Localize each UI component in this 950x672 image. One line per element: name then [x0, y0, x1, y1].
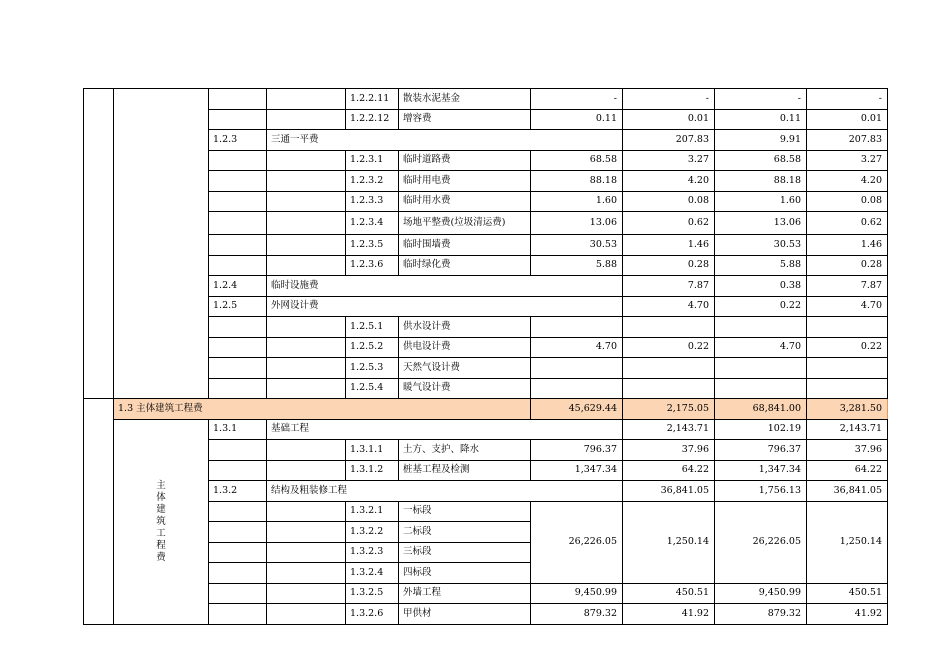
value-cell-4: 0.62 — [807, 212, 888, 235]
sub-item-code: 1.3.2.2 — [346, 522, 399, 543]
item-name: 临时设施费 — [267, 276, 623, 297]
value-cell-1: 1,347.34 — [531, 460, 623, 481]
blank-cell — [267, 89, 346, 110]
sub-item-name: 外墙工程 — [399, 583, 531, 604]
value-cell-2: 9.91 — [715, 130, 807, 151]
value-cell-1: 36,841.05 — [623, 481, 715, 502]
sub-item-code: 1.2.3.2 — [346, 171, 399, 192]
sub-item-code: 1.2.3.4 — [346, 212, 399, 235]
item-name: 三通一平费 — [267, 130, 623, 151]
sub-item-code: 1.2.2.12 — [346, 109, 399, 130]
value-cell-1: 30.53 — [531, 235, 623, 256]
sub-item-code: 1.3.2.6 — [346, 604, 399, 625]
outer-margin-cell — [84, 399, 114, 625]
value-cell-1: 207.83 — [623, 130, 715, 151]
blank-cell — [209, 317, 267, 338]
sub-item-name: 临时道路费 — [399, 150, 531, 171]
value-cell-2: 41.92 — [623, 604, 715, 625]
value-cell-2: 0.01 — [623, 109, 715, 130]
blank-cell — [267, 150, 346, 171]
item-code: 1.2.3 — [209, 130, 267, 151]
value-cell-3: 1,347.34 — [715, 460, 807, 481]
blank-cell — [267, 171, 346, 192]
value-cell-3: 207.83 — [807, 130, 888, 151]
sub-item-code: 1.3.1.2 — [346, 460, 399, 481]
value-cell-1: 68.58 — [531, 150, 623, 171]
section-value-2: 2,175.05 — [623, 399, 715, 420]
blank-cell — [267, 358, 346, 379]
blank-cell — [267, 255, 346, 276]
item-code: 1.2.5 — [209, 296, 267, 317]
value-cell-3 — [715, 378, 807, 399]
value-cell-2: 0.62 — [623, 212, 715, 235]
value-cell-1: 88.18 — [531, 171, 623, 192]
value-cell-2: 0.22 — [715, 296, 807, 317]
item-name: 外网设计费 — [267, 296, 623, 317]
value-cell-3: 68.58 — [715, 150, 807, 171]
sub-item-name: 增容费 — [399, 109, 531, 130]
value-cell-4 — [807, 358, 888, 379]
section-header-row — [84, 399, 888, 420]
item-name: 基础工程 — [267, 419, 623, 440]
value-cell-3: 1.60 — [715, 191, 807, 212]
value-cell-2: 64.22 — [623, 460, 715, 481]
item-code: 1.2.4 — [209, 276, 267, 297]
value-cell-2: 1.46 — [623, 235, 715, 256]
value-cell-3: 4.70 — [807, 296, 888, 317]
sub-item-name: 二标段 — [399, 522, 531, 543]
value-cell-4: 0.08 — [807, 191, 888, 212]
value-cell-4: 0.22 — [807, 337, 888, 358]
value-cell-1 — [531, 358, 623, 379]
blank-cell — [209, 460, 267, 481]
value-cell-3 — [715, 358, 807, 379]
blank-cell — [209, 212, 267, 235]
value-cell-1: 1.60 — [531, 191, 623, 212]
value-cell-1: 7.87 — [623, 276, 715, 297]
value-cell-4 — [807, 317, 888, 338]
blank-cell — [209, 235, 267, 256]
value-cell-1: 2,143.71 — [623, 419, 715, 440]
value-cell-1: 4.70 — [531, 337, 623, 358]
blank-cell — [209, 171, 267, 192]
blank-cell — [267, 501, 346, 522]
section-title: 1.3 主体建筑工程费 — [114, 399, 531, 420]
value-cell-3: 13.06 — [715, 212, 807, 235]
value-cell-2: 0.08 — [623, 191, 715, 212]
section-value-1: 45,629.44 — [531, 399, 623, 420]
blank-cell — [209, 542, 267, 563]
sub-item-code: 1.3.2.1 — [346, 501, 399, 522]
sub-item-name: 土方、支护、降水 — [399, 440, 531, 461]
category-cell-empty — [114, 89, 209, 399]
blank-cell — [267, 337, 346, 358]
blank-cell — [209, 358, 267, 379]
blank-cell — [267, 542, 346, 563]
sub-item-code: 1.3.2.4 — [346, 563, 399, 584]
table-row — [84, 419, 888, 440]
blank-cell — [209, 150, 267, 171]
value-cell-3 — [715, 317, 807, 338]
value-cell-4: 4.20 — [807, 171, 888, 192]
item-name: 结构及粗装修工程 — [267, 481, 623, 502]
blank-cell — [209, 337, 267, 358]
value-cell-1: 5.88 — [531, 255, 623, 276]
value-cell-3: 9,450.99 — [715, 583, 807, 604]
value-cell-3: 30.53 — [715, 235, 807, 256]
value-cell-4: 0.28 — [807, 255, 888, 276]
value-cell-2: 1,756.13 — [715, 481, 807, 502]
blank-cell — [267, 583, 346, 604]
sub-item-name: 临时用水费 — [399, 191, 531, 212]
value-cell-1: - — [531, 89, 623, 110]
value-cell-3: - — [715, 89, 807, 110]
sub-item-name: 暖气设计费 — [399, 378, 531, 399]
blank-cell — [267, 522, 346, 543]
value-cell-2: 4.20 — [623, 171, 715, 192]
value-cell-3: 0.11 — [715, 109, 807, 130]
value-cell-3: 88.18 — [715, 171, 807, 192]
sub-item-name: 供水设计费 — [399, 317, 531, 338]
value-cell-4: 37.96 — [807, 440, 888, 461]
value-cell-4: 0.01 — [807, 109, 888, 130]
value-cell-2 — [623, 317, 715, 338]
blank-cell — [267, 109, 346, 130]
section-value-3: 68,841.00 — [715, 399, 807, 420]
blank-cell — [209, 255, 267, 276]
blank-cell — [209, 604, 267, 625]
blank-cell — [209, 109, 267, 130]
sub-item-name: 临时用电费 — [399, 171, 531, 192]
value-cell-1: 4.70 — [623, 296, 715, 317]
value-cell-2: 37.96 — [623, 440, 715, 461]
value-cell-4: 450.51 — [807, 583, 888, 604]
sub-item-code: 1.2.5.1 — [346, 317, 399, 338]
blank-cell — [209, 501, 267, 522]
value-cell-2: 102.19 — [715, 419, 807, 440]
value-cell-1: 879.32 — [531, 604, 623, 625]
value-cell-2: 0.28 — [623, 255, 715, 276]
value-cell-2: 0.38 — [715, 276, 807, 297]
merged-value-cell-3: 26,226.05 — [715, 501, 807, 583]
category-label: 主体建筑工程费 — [156, 479, 166, 563]
sub-item-code: 1.2.3.1 — [346, 150, 399, 171]
sub-item-code: 1.2.3.6 — [346, 255, 399, 276]
sub-item-code: 1.3.1.1 — [346, 440, 399, 461]
value-cell-4: 1.46 — [807, 235, 888, 256]
value-cell-1 — [531, 317, 623, 338]
blank-cell — [267, 191, 346, 212]
value-cell-3: 7.87 — [807, 276, 888, 297]
sub-item-name: 桩基工程及检测 — [399, 460, 531, 481]
value-cell-3: 2,143.71 — [807, 419, 888, 440]
blank-cell — [267, 604, 346, 625]
sub-item-code: 1.2.5.3 — [346, 358, 399, 379]
sub-item-name: 供电设计费 — [399, 337, 531, 358]
blank-cell — [209, 522, 267, 543]
blank-cell — [209, 89, 267, 110]
value-cell-4 — [807, 378, 888, 399]
value-cell-3: 879.32 — [715, 604, 807, 625]
value-cell-2: 0.22 — [623, 337, 715, 358]
merged-value-cell-1: 26,226.05 — [531, 501, 623, 583]
value-cell-3: 796.37 — [715, 440, 807, 461]
value-cell-4: 41.92 — [807, 604, 888, 625]
value-cell-2: 450.51 — [623, 583, 715, 604]
blank-cell — [267, 378, 346, 399]
sub-item-name: 场地平整费(垃圾清运费) — [399, 212, 531, 235]
blank-cell — [209, 440, 267, 461]
sub-item-name: 天然气设计费 — [399, 358, 531, 379]
blank-cell — [267, 460, 346, 481]
value-cell-1: 13.06 — [531, 212, 623, 235]
category-label-cell — [114, 419, 209, 624]
value-cell-1: 0.11 — [531, 109, 623, 130]
sub-item-code: 1.3.2.5 — [346, 583, 399, 604]
cost-table — [83, 88, 888, 625]
blank-cell — [209, 378, 267, 399]
value-cell-1 — [531, 378, 623, 399]
value-cell-4: 64.22 — [807, 460, 888, 481]
value-cell-3: 4.70 — [715, 337, 807, 358]
value-cell-3: 36,841.05 — [807, 481, 888, 502]
merged-value-cell-2: 1,250.14 — [623, 501, 715, 583]
sub-item-name: 临时绿化费 — [399, 255, 531, 276]
sub-item-name: 三标段 — [399, 542, 531, 563]
blank-cell — [267, 440, 346, 461]
outer-margin-cell — [84, 89, 114, 399]
sub-item-name: 一标段 — [399, 501, 531, 522]
value-cell-1: 9,450.99 — [531, 583, 623, 604]
value-cell-4: 3.27 — [807, 150, 888, 171]
value-cell-3: 5.88 — [715, 255, 807, 276]
cost-sheet — [83, 88, 882, 625]
sub-item-code: 1.2.3.3 — [346, 191, 399, 212]
value-cell-2: 3.27 — [623, 150, 715, 171]
sub-item-name: 四标段 — [399, 563, 531, 584]
blank-cell — [209, 563, 267, 584]
value-cell-4: - — [807, 89, 888, 110]
section-value-4: 3,281.50 — [807, 399, 888, 420]
sub-item-code: 1.3.2.3 — [346, 542, 399, 563]
blank-cell — [267, 212, 346, 235]
merged-value-cell-4: 1,250.14 — [807, 501, 888, 583]
sub-item-code: 1.2.5.2 — [346, 337, 399, 358]
value-cell-2 — [623, 378, 715, 399]
blank-cell — [267, 235, 346, 256]
item-code: 1.3.2 — [209, 481, 267, 502]
value-cell-2: - — [623, 89, 715, 110]
sub-item-code: 1.2.3.5 — [346, 235, 399, 256]
value-cell-2 — [623, 358, 715, 379]
blank-cell — [209, 191, 267, 212]
blank-cell — [267, 563, 346, 584]
item-code: 1.3.1 — [209, 419, 267, 440]
sub-item-code: 1.2.2.11 — [346, 89, 399, 110]
blank-cell — [267, 317, 346, 338]
sub-item-name: 甲供材 — [399, 604, 531, 625]
sub-item-name: 散装水泥基金 — [399, 89, 531, 110]
table-row — [84, 89, 888, 110]
blank-cell — [209, 583, 267, 604]
sub-item-name: 临时围墙费 — [399, 235, 531, 256]
sub-item-code: 1.2.5.4 — [346, 378, 399, 399]
value-cell-1: 796.37 — [531, 440, 623, 461]
